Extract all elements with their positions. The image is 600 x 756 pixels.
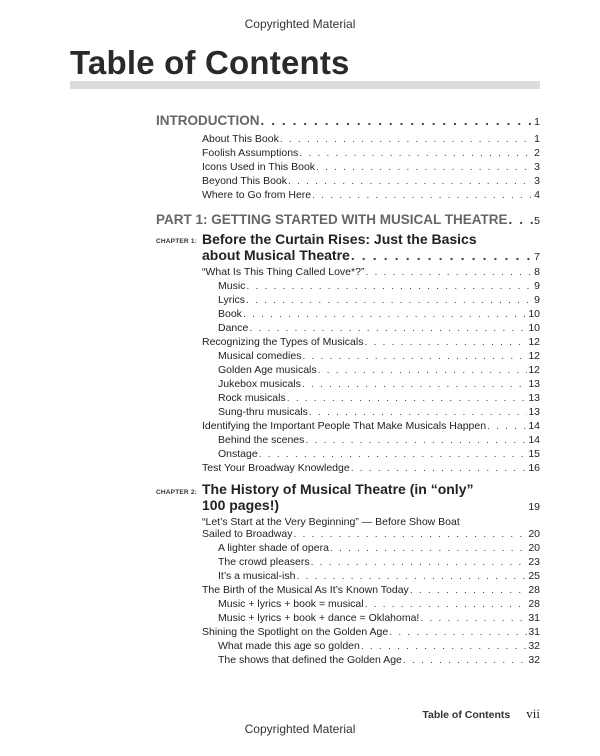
footer-title: Table of Contents bbox=[422, 709, 511, 721]
toc-entry-label: Sung-thru musicals bbox=[218, 406, 308, 418]
toc-entry-page: 12 bbox=[528, 364, 540, 376]
toc-entry-label: Music + lyrics + book = musical bbox=[218, 598, 364, 610]
toc-entry-page: 25 bbox=[528, 570, 540, 582]
toc-entry-label: Shining the Spotlight on the Golden Age bbox=[202, 626, 389, 638]
chapter-1-title-line1[interactable]: Before the Curtain Rises: Just the Basics bbox=[202, 231, 477, 247]
toc-subentry[interactable] bbox=[218, 654, 540, 666]
toc-entry[interactable] bbox=[202, 584, 540, 596]
toc-subentry[interactable] bbox=[218, 542, 540, 554]
chapter-1-label: CHAPTER 1: bbox=[156, 238, 198, 245]
toc-subentry[interactable] bbox=[218, 378, 540, 390]
toc-entry-label: Sailed to Broadway bbox=[202, 528, 293, 540]
toc-subentry[interactable] bbox=[218, 294, 540, 306]
title-underline-bar bbox=[70, 81, 540, 89]
watermark-top: Copyrighted Material bbox=[244, 17, 356, 31]
leader-dots bbox=[309, 406, 527, 418]
toc-entry[interactable] bbox=[202, 189, 540, 201]
toc-entry-page: 32 bbox=[528, 654, 540, 666]
toc-subentry[interactable] bbox=[218, 392, 540, 404]
leader-dots bbox=[305, 434, 527, 446]
toc-entry-label: The Birth of the Musical As It’s Known Today bbox=[202, 584, 409, 596]
toc-entry-page: 23 bbox=[528, 556, 540, 568]
toc-subentry[interactable] bbox=[218, 612, 540, 624]
toc-entry-page: 20 bbox=[528, 542, 540, 554]
toc-subentry[interactable] bbox=[218, 308, 540, 320]
toc-subentry[interactable] bbox=[218, 350, 540, 362]
toc-entry-label: Behind the scenes bbox=[218, 434, 305, 446]
leader-dots bbox=[288, 175, 533, 187]
toc-entry-page: 20 bbox=[528, 528, 540, 540]
leader-dots bbox=[296, 570, 527, 582]
page-title: Table of Contents bbox=[70, 44, 350, 81]
toc-subentry[interactable] bbox=[218, 570, 540, 582]
chapter-1-title-line2-text: about Musical Theatre bbox=[202, 247, 350, 263]
toc-part-label: PART 1: GETTING STARTED WITH MUSICAL THEATRE bbox=[156, 212, 508, 227]
leader-dots bbox=[246, 294, 533, 306]
toc-entry-page: 28 bbox=[528, 598, 540, 610]
toc-entry-page: 14 bbox=[528, 434, 540, 446]
chapter-2-label: CHAPTER 2: bbox=[156, 489, 198, 496]
toc-subentry[interactable] bbox=[218, 364, 540, 376]
toc-entry-label: Beyond This Book bbox=[202, 175, 288, 187]
toc-part-page: 5 bbox=[534, 215, 540, 227]
leader-dots bbox=[365, 598, 528, 610]
toc-subentry[interactable] bbox=[218, 556, 540, 568]
chapter-1-title-line2[interactable] bbox=[202, 247, 540, 263]
toc-entry-label[interactable]: “Let’s Start at the Very Beginning” — Before Show Boat bbox=[202, 516, 460, 528]
toc-entry-label: It’s a musical-ish bbox=[218, 570, 296, 582]
toc-subentry[interactable] bbox=[218, 598, 540, 610]
toc-entry[interactable] bbox=[202, 528, 540, 540]
toc-entry-label: Music + lyrics + book + dance = Oklahoma! bbox=[218, 612, 420, 624]
leader-dots bbox=[259, 448, 528, 460]
toc-entry-label: What made this age so golden bbox=[218, 640, 360, 652]
toc-entry-page: 12 bbox=[528, 350, 540, 362]
toc-entry-label: About This Book bbox=[202, 133, 279, 145]
leader-dots bbox=[389, 626, 527, 638]
toc-entry-label: Onstage bbox=[218, 448, 258, 460]
toc-entry-label: Lyrics bbox=[218, 294, 246, 306]
toc-entry[interactable] bbox=[202, 462, 540, 474]
toc-entry-page: 4 bbox=[534, 189, 540, 201]
toc-part-1[interactable] bbox=[156, 212, 540, 227]
toc-entry-page: 10 bbox=[528, 322, 540, 334]
toc-subentry[interactable] bbox=[218, 322, 540, 334]
toc-entry-page: 8 bbox=[534, 266, 540, 278]
toc-entry-label: Rock musicals bbox=[218, 392, 286, 404]
toc-entry-page: 1 bbox=[534, 133, 540, 145]
chapter-2-title-line1[interactable]: The History of Musical Theatre (in “only” bbox=[202, 481, 474, 497]
watermark-bottom: Copyrighted Material bbox=[244, 722, 356, 736]
leader-dots bbox=[312, 189, 533, 201]
toc-entry-label: Dance bbox=[218, 322, 249, 334]
toc-entry-page: 9 bbox=[534, 294, 540, 306]
leader-dots bbox=[316, 161, 533, 173]
toc-entry-page: 10 bbox=[528, 308, 540, 320]
footer-page-number: vii bbox=[526, 706, 540, 721]
toc-entry-label: Jukebox musicals bbox=[218, 378, 301, 390]
chapter-1-page: 7 bbox=[534, 251, 540, 263]
leader-dots bbox=[351, 247, 533, 263]
toc-entry-page: 12 bbox=[528, 336, 540, 348]
toc-entry-page: 31 bbox=[528, 626, 540, 638]
leader-dots bbox=[365, 266, 533, 278]
toc-entry-label: Foolish Assumptions bbox=[202, 147, 299, 159]
toc-entry-label: “What Is This Thing Called Love*?” bbox=[202, 266, 365, 278]
leader-dots bbox=[330, 542, 527, 554]
toc-entry-page: 31 bbox=[528, 612, 540, 624]
leader-dots bbox=[287, 392, 528, 404]
toc-intro-page: 1 bbox=[534, 116, 540, 128]
toc-entry-page: 13 bbox=[528, 378, 540, 390]
chapter-2-title-line2-text: 100 pages!) bbox=[202, 497, 280, 513]
toc-intro-label: INTRODUCTION bbox=[156, 113, 260, 128]
toc-entry-page: 16 bbox=[528, 462, 540, 474]
toc-entry-page: 32 bbox=[528, 640, 540, 652]
leader-dots bbox=[311, 556, 528, 568]
toc-entry-page: 3 bbox=[534, 161, 540, 173]
leader-dots bbox=[487, 420, 527, 432]
leader-dots bbox=[246, 280, 533, 292]
toc-subentry[interactable] bbox=[218, 640, 540, 652]
toc-entry[interactable] bbox=[202, 336, 540, 348]
toc-entry-page: 14 bbox=[528, 420, 540, 432]
leader-dots bbox=[293, 528, 527, 540]
chapter-2-page: 19 bbox=[528, 501, 540, 513]
toc-entry-page: 15 bbox=[528, 448, 540, 460]
leader-dots bbox=[403, 654, 527, 666]
leader-dots bbox=[420, 612, 527, 624]
leader-dots bbox=[249, 322, 527, 334]
page-footer bbox=[422, 706, 540, 722]
toc-entry-label: The shows that defined the Golden Age bbox=[218, 654, 402, 666]
leader-dots bbox=[280, 133, 533, 145]
toc-entry-label: Test Your Broadway Knowledge bbox=[202, 462, 350, 474]
leader-dots bbox=[364, 336, 527, 348]
leader-dots bbox=[261, 113, 534, 128]
leader-dots bbox=[361, 640, 527, 652]
leader-dots bbox=[243, 308, 527, 320]
toc-entry-page: 9 bbox=[534, 280, 540, 292]
toc-entry-page: 13 bbox=[528, 406, 540, 418]
toc-entry-label: Identifying the Important People That Make Musicals Happen bbox=[202, 420, 487, 432]
toc-entry-label: Golden Age musicals bbox=[218, 364, 317, 376]
leader-dots bbox=[318, 364, 528, 376]
leader-dots bbox=[302, 378, 527, 390]
toc-entry-page: 28 bbox=[528, 584, 540, 596]
toc-entry-label: Music bbox=[218, 280, 246, 292]
toc-entry-label: The crowd pleasers bbox=[218, 556, 310, 568]
toc-entry-label: Book bbox=[218, 308, 242, 320]
toc-entry[interactable] bbox=[202, 147, 540, 159]
toc-entry-page: 3 bbox=[534, 175, 540, 187]
toc-entry-page: 13 bbox=[528, 392, 540, 404]
toc-entry-label: Where to Go from Here bbox=[202, 189, 312, 201]
toc-entry[interactable] bbox=[202, 266, 540, 278]
toc-subentry[interactable] bbox=[218, 280, 540, 292]
toc-entry-label: A lighter shade of opera bbox=[218, 542, 329, 554]
leader-dots bbox=[302, 350, 527, 362]
toc-entry[interactable] bbox=[202, 626, 540, 638]
toc-entry[interactable] bbox=[202, 175, 540, 187]
toc-entry[interactable] bbox=[202, 161, 540, 173]
leader-dots bbox=[299, 147, 533, 159]
leader-dots bbox=[351, 462, 528, 474]
toc-entry-label: Musical comedies bbox=[218, 350, 302, 362]
toc-subentry[interactable] bbox=[218, 434, 540, 446]
toc-intro[interactable] bbox=[156, 113, 540, 128]
leader-dots bbox=[410, 584, 528, 596]
toc-subentry[interactable] bbox=[218, 406, 540, 418]
toc-subentry[interactable] bbox=[218, 448, 540, 460]
chapter-2-title-line2[interactable] bbox=[202, 497, 540, 513]
toc-entry-label: Recognizing the Types of Musicals bbox=[202, 336, 364, 348]
toc-entry-label: Icons Used in This Book bbox=[202, 161, 316, 173]
toc-entry[interactable] bbox=[202, 420, 540, 432]
toc-entry-page: 2 bbox=[534, 147, 540, 159]
leader-dots bbox=[509, 212, 534, 227]
toc-entry[interactable] bbox=[202, 133, 540, 145]
